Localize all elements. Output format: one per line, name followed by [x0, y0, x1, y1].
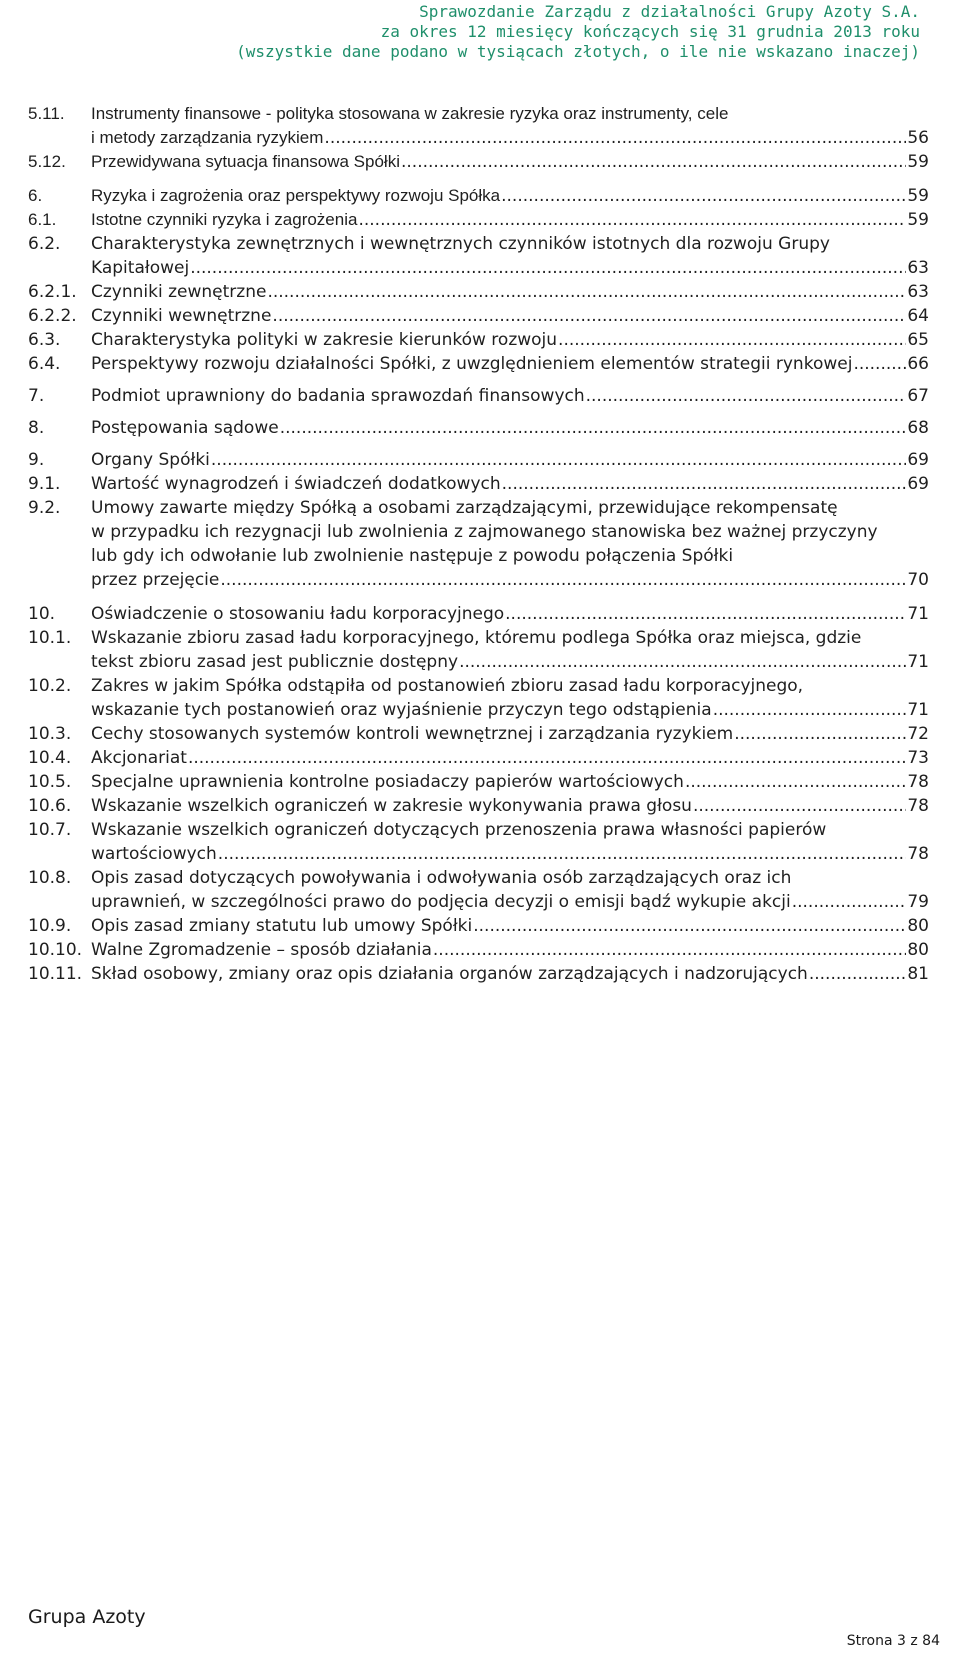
toc-entry-title: Instrumenty finansowe - polityka stosowana w zakresie ryzyka oraz instrumenty, cele	[91, 104, 729, 123]
toc-page-number: 78	[907, 772, 929, 792]
toc-entry-number: 10.8.	[28, 868, 72, 888]
toc-page-number: 72	[907, 724, 929, 744]
toc-entry-title: Ryzyka i zagrożenia oraz perspektywy rozwoju Spółka	[91, 186, 501, 205]
toc-entry-title: Podmiot uprawniony do badania sprawozdań finansowych	[91, 386, 585, 406]
toc-leader-dots	[558, 328, 906, 352]
toc-entry-title: wskazanie tych postanowień oraz wyjaśnienie przyczyn tego odstąpienia	[91, 700, 712, 720]
toc-entry[interactable]	[28, 626, 929, 674]
toc-entry-number: 10.10.	[28, 940, 83, 960]
toc-entry-title: Wartość wynagrodzeń i świadczeń dodatkowych	[91, 474, 501, 494]
toc-page-number: 65	[907, 330, 929, 350]
toc-entry-number: 6.4.	[28, 354, 61, 374]
toc-entry[interactable]	[28, 794, 929, 818]
toc-entry-number: 6.1.	[28, 210, 57, 229]
toc-entry-number: 10.11.	[28, 964, 83, 984]
toc-entry[interactable]	[28, 208, 929, 232]
toc-leader-dots	[459, 650, 906, 674]
toc-entry[interactable]	[28, 232, 929, 280]
toc-entry-title: Organy Spółki	[91, 450, 210, 470]
toc-entry-number: 5.11.	[28, 104, 65, 123]
toc-entry[interactable]	[28, 184, 929, 208]
toc-page-number: 59	[907, 210, 929, 230]
toc-entry[interactable]	[28, 866, 929, 914]
toc-page-number: 81	[907, 964, 929, 984]
toc-entry-title: Zakres w jakim Spółka odstąpiła od postanowień zbioru zasad ładu korporacyjnego,	[91, 676, 804, 696]
toc-entry-number: 9.2.	[28, 498, 61, 518]
toc-entry[interactable]	[28, 674, 929, 722]
toc-entry-title: Umowy zawarte między Spółką a osobami zarządzającymi, przewidujące rekompensatę	[91, 498, 838, 518]
toc-entry-number: 10.6.	[28, 796, 72, 816]
toc-page-number: 70	[907, 570, 929, 590]
toc-entry[interactable]	[28, 304, 929, 328]
toc-entry-title: Wskazanie zbioru zasad ładu korporacyjnego, któremu podlega Spółka oraz miejsca, gdzie	[91, 628, 862, 648]
toc-page-number: 80	[907, 916, 929, 936]
toc-entry-title: i metody zarządzania ryzykiem	[91, 128, 324, 147]
toc-entry-number: 10.2.	[28, 676, 72, 696]
toc-entry-number: 7.	[28, 386, 45, 406]
toc-entry-title: Perspektywy rozwoju działalności Spółki, z uwzględnieniem elementów strategii rynkowej	[91, 354, 853, 374]
toc-entry-number: 10.4.	[28, 748, 72, 768]
toc-entry-title: Charakterystyka polityki w zakresie kierunków rozwoju	[91, 330, 558, 350]
toc-entry-number: 10.3.	[28, 724, 72, 744]
toc-entry-title: Skład osobowy, zmiany oraz opis działania organów zarządzających i nadzorujących	[91, 964, 808, 984]
toc-entry-title: tekst zbioru zasad jest publicznie dostępny	[91, 652, 459, 672]
toc-entry-title: Walne Zgromadzenie – sposób działania	[91, 940, 432, 960]
toc-entry-number: 5.12.	[28, 152, 66, 171]
toc-entry[interactable]	[28, 496, 929, 592]
toc-entry-title: Czynniki zewnętrzne	[91, 282, 267, 302]
toc-entry-title: Cechy stosowanych systemów kontroli wewnętrznej i zarządzania ryzykiem	[91, 724, 734, 744]
toc-entry-title: wartościowych	[91, 844, 217, 864]
toc-entry[interactable]	[28, 416, 929, 440]
toc-page-number: 56	[907, 128, 929, 148]
toc-entry-title: Specjalne uprawnienia kontrolne posiadaczy papierów wartościowych	[91, 772, 684, 792]
toc-entry-number: 6.2.	[28, 234, 61, 254]
toc-entry-number: 10.	[28, 604, 56, 624]
toc-leader-dots	[433, 938, 906, 962]
toc-leader-dots	[473, 914, 906, 938]
toc-page-number: 59	[907, 186, 929, 206]
toc-leader-dots	[188, 746, 906, 770]
toc-leader-dots	[809, 962, 907, 986]
toc-leader-dots	[324, 126, 906, 150]
toc-entry[interactable]	[28, 280, 929, 304]
toc-entry-title: Wskazanie wszelkich ograniczeń dotyczących przenoszenia prawa własności papierów	[91, 820, 827, 840]
table-of-contents	[28, 102, 929, 986]
toc-entry-number: 10.5.	[28, 772, 72, 792]
toc-page-number: 78	[907, 844, 929, 864]
toc-entry[interactable]	[28, 770, 929, 794]
toc-leader-dots	[272, 304, 906, 328]
toc-page-number: 59	[907, 152, 929, 172]
toc-leader-dots	[218, 842, 907, 866]
toc-page-number: 71	[907, 604, 929, 624]
toc-entry-number: 6.2.2.	[28, 306, 77, 326]
toc-entry-title: Kapitałowej	[91, 258, 190, 278]
toc-page-number: 69	[907, 474, 929, 494]
toc-entry-title: lub gdy ich odwołanie lub zwolnienie następuje z powodu połączenia Spółki	[91, 546, 734, 566]
toc-entry-number: 9.	[28, 450, 45, 470]
toc-leader-dots	[502, 472, 907, 496]
toc-leader-dots	[220, 568, 906, 592]
toc-entry[interactable]	[28, 150, 929, 174]
toc-leader-dots	[792, 890, 907, 914]
toc-entry[interactable]	[28, 102, 929, 150]
toc-entry-title: przez przejęcie	[91, 570, 220, 590]
toc-entry[interactable]	[28, 384, 929, 408]
toc-page-number: 64	[907, 306, 929, 326]
toc-entry-number: 6.2.1.	[28, 282, 77, 302]
toc-entry-title: Charakterystyka zewnętrznych i wewnętrznych czynników istotnych dla rozwoju Grupy	[91, 234, 830, 254]
toc-leader-dots	[685, 770, 906, 794]
toc-page-number: 80	[907, 940, 929, 960]
toc-entry-number: 10.1.	[28, 628, 72, 648]
toc-entry[interactable]	[28, 472, 929, 496]
page-header	[236, 2, 920, 62]
toc-entry-title: Opis zasad zmiany statutu lub umowy Spółki	[91, 916, 473, 936]
header-title: Sprawozdanie Zarządu z działalności Grupy Azoty S.A.	[419, 2, 920, 21]
toc-page-number: 71	[907, 652, 929, 672]
toc-leader-dots	[211, 448, 906, 472]
toc-entry-number: 6.	[28, 186, 43, 205]
toc-entry[interactable]	[28, 938, 929, 962]
toc-entry-title: Opis zasad dotyczących powoływania i odwoływania osób zarządzających oraz ich	[91, 868, 792, 888]
toc-page-number: 68	[907, 418, 929, 438]
toc-entry-title: Oświadczenie o stosowaniu ładu korporacyjnego	[91, 604, 505, 624]
toc-page-number: 66	[907, 354, 929, 374]
toc-entry[interactable]	[28, 818, 929, 866]
toc-entry-title: Postępowania sądowe	[91, 418, 279, 438]
header-period: za okres 12 miesięcy kończących się 31 grudnia 2013 roku	[380, 22, 920, 41]
toc-leader-dots	[501, 184, 906, 208]
toc-entry-title: Przewidywana sytuacja finansowa Spółki	[91, 152, 400, 171]
toc-entry-number: 6.3.	[28, 330, 61, 350]
toc-leader-dots	[358, 208, 906, 232]
toc-leader-dots	[693, 794, 906, 818]
toc-entry[interactable]	[28, 602, 929, 626]
toc-entry-title: w przypadku ich rezygnacji lub zwolnienia z zajmowanego stanowiska bez ważnej przyczyny	[91, 522, 878, 542]
toc-entry[interactable]	[28, 914, 929, 938]
toc-page-number: 67	[907, 386, 929, 406]
toc-leader-dots	[190, 256, 906, 280]
footer-page-number: Strona 3 z 84	[846, 1633, 940, 1649]
toc-entry[interactable]	[28, 722, 929, 746]
toc-leader-dots	[734, 722, 906, 746]
toc-entry-title: Czynniki wewnętrzne	[91, 306, 272, 326]
toc-entry[interactable]	[28, 352, 929, 376]
toc-entry-number: 10.9.	[28, 916, 72, 936]
toc-page-number: 73	[907, 748, 929, 768]
toc-page-number: 79	[907, 892, 929, 912]
toc-entry[interactable]	[28, 962, 929, 986]
toc-leader-dots	[713, 698, 907, 722]
toc-entry-number: 8.	[28, 418, 45, 438]
footer-company: Grupa Azoty	[28, 1606, 146, 1628]
toc-entry[interactable]	[28, 328, 929, 352]
toc-leader-dots	[505, 602, 906, 626]
toc-page-number: 78	[907, 796, 929, 816]
toc-page-number: 71	[907, 700, 929, 720]
toc-leader-dots	[267, 280, 906, 304]
toc-leader-dots	[853, 352, 906, 376]
toc-entry-title: Wskazanie wszelkich ograniczeń w zakresie wykonywania prawa głosu	[91, 796, 692, 816]
toc-page-number: 63	[907, 282, 929, 302]
toc-leader-dots	[586, 384, 907, 408]
header-units-note: (wszystkie dane podano w tysiącach złotych, o ile nie wskazano inaczej)	[236, 42, 920, 61]
toc-page-number: 69	[907, 450, 929, 470]
toc-entry-number: 10.7.	[28, 820, 72, 840]
toc-page-number: 63	[907, 258, 929, 278]
toc-entry[interactable]	[28, 746, 929, 770]
toc-entry-title: Akcjonariat	[91, 748, 187, 768]
toc-entry-number: 9.1.	[28, 474, 61, 494]
toc-entry-title: Istotne czynniki ryzyka i zagrożenia	[91, 210, 358, 229]
toc-leader-dots	[280, 416, 907, 440]
toc-entry-title: uprawnień, w szczególności prawo do podjęcia decyzji o emisji bądź wykupie akcji	[91, 892, 791, 912]
toc-leader-dots	[401, 150, 906, 174]
toc-entry[interactable]	[28, 448, 929, 472]
